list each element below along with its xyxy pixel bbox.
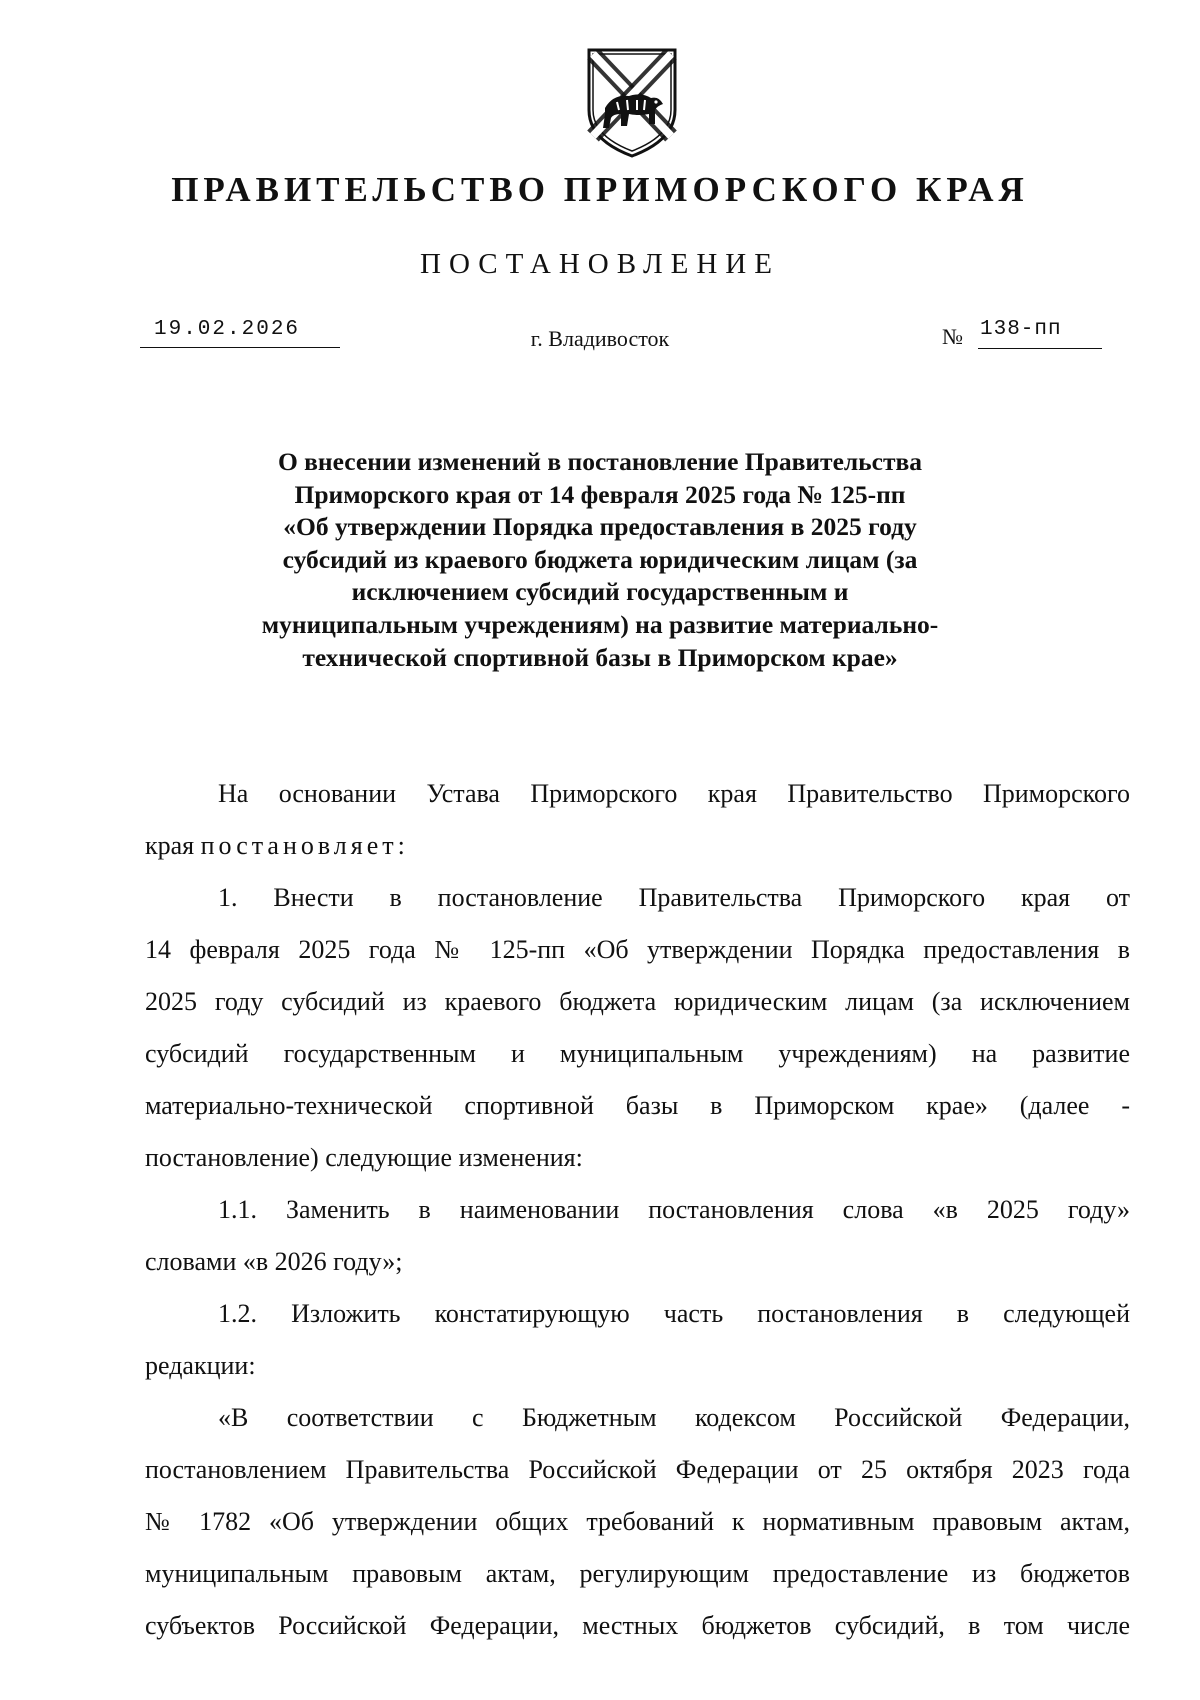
document-city: г. Владивосток bbox=[530, 326, 670, 351]
heading-line: О внесении изменений в постановление Правительства bbox=[277, 447, 923, 476]
preamble-line bbox=[145, 820, 1130, 872]
date-value: 19.02.2026 bbox=[154, 318, 301, 341]
item-1-line: субсидий государственным и муниципальным учреждениям) на развитие bbox=[145, 1039, 1130, 1068]
heading-line: субсидий из краевого бюджета юридическим лицам (за bbox=[282, 544, 918, 574]
preamble-line: На основании Устава Приморского края Правительство Приморского bbox=[218, 779, 1130, 808]
coat-of-arms-icon bbox=[583, 44, 681, 160]
quote-line: субъектов Российской Федерации, местных бюджетов субсидий, в том числе bbox=[145, 1611, 1130, 1640]
number-underline bbox=[978, 348, 1102, 349]
quote-line: постановлением Правительства Российской Федерации от 25 октября 2023 года bbox=[145, 1455, 1130, 1484]
document-kind: ПОСТАНОВЛЕНИЕ bbox=[420, 248, 780, 280]
heading-line: исключением субсидий государственным и bbox=[351, 577, 849, 607]
item-1-line: постановление) следующие изменения: bbox=[145, 1143, 583, 1172]
quote-line: № 1782 «Об утверждении общих требований к нормативным правовым актам, bbox=[145, 1507, 1130, 1536]
item-1-1-line: словами «в 2026 году»; bbox=[145, 1247, 403, 1276]
document-heading bbox=[200, 446, 1000, 674]
document-body bbox=[145, 768, 1130, 1652]
preamble-prefix: края bbox=[145, 831, 201, 860]
item-1-line: материально-технической спортивной базы в Приморском крае» (далее - bbox=[145, 1091, 1130, 1120]
quote-line: «В соответствии с Бюджетным кодексом Российской Федерации, bbox=[218, 1403, 1130, 1432]
heading-line: муниципальным учреждениям) на развитие материально- bbox=[261, 609, 939, 639]
heading-line: «Об утверждении Порядка предоставления в 2025 году bbox=[283, 512, 917, 542]
item-1-line: 2025 году субсидий из краевого бюджета юридическим лицам (за исключением bbox=[145, 987, 1130, 1016]
item-1-line: 1. Внести в постановление Правительства Приморского края от bbox=[218, 883, 1130, 912]
item-1-line: 14 февраля 2025 года № 125-пп «Об утверждении Порядка предоставления в bbox=[145, 935, 1130, 964]
item-1-2-line: редакции: bbox=[145, 1351, 256, 1380]
quote-line: муниципальным правовым актам, регулирующим предоставление из бюджетов bbox=[145, 1559, 1130, 1588]
government-title: ПРАВИТЕЛЬСТВО ПРИМОРСКОГО КРАЯ bbox=[171, 170, 1029, 209]
heading-line: технической спортивной базы в Приморском крае» bbox=[302, 642, 898, 672]
item-1-2-line: 1.2. Изложить констатирующую часть постановления в следующей bbox=[218, 1299, 1130, 1328]
number-sign: № bbox=[942, 324, 963, 349]
number-value: 138-пп bbox=[980, 318, 1062, 341]
resolves-word: постановляет: bbox=[200, 831, 409, 860]
item-1-1-line: 1.1. Заменить в наименовании постановления слова «в 2025 году» bbox=[218, 1195, 1130, 1224]
heading-line: Приморского края от 14 февраля 2025 года № 125-пп bbox=[294, 479, 906, 509]
